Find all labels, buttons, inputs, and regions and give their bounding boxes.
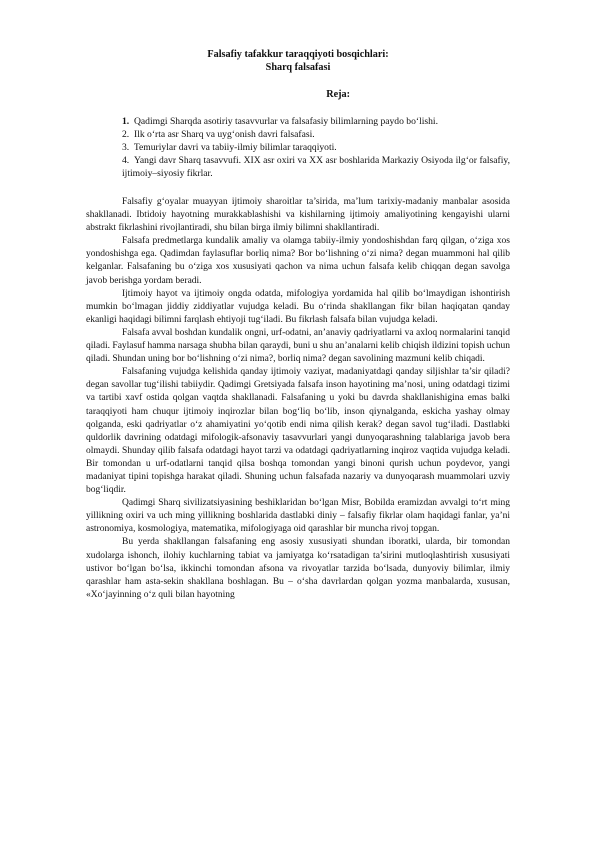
body-paragraph: Ijtimoiy hayot va ijtimoiy ongda odatda, mifologiya yordamida hal qilib bo‘lmaydigan ishontirish mumkin bo‘lmagan jiddiy ziddiyatlar vujudga keladi. Bu o‘rinda shakllangan fikr bilan haqiqatan qanday ekanligi haqidagi bilimni farqlash ehtiyoji tug‘iladi. Bu fikrlash falsafa bilan vujudga keladi. bbox=[86, 288, 510, 325]
plan-item-text: Yangi davr Sharq tasavvufi. XIX asr oxiri va XX asr boshlarida Markaziy Osiyoda ilg‘or falsafiy, ijtimoiy–siyosiy fikrlar. bbox=[122, 155, 510, 179]
body-paragraph: Falsafa avval boshdan kundalik ongni, urf-odatni, an’anaviy qadriyatlarni va axloq normalarini tanqid qiladi. Faylasuf hamma narsaga shubha bilan qaraydi, buni u shu an’analarni kelib chiqish ildizini topish uchun qiladi. Shundan uning bor bo‘lishning o‘zi nima?, borliq nima? degan savolining mazmuni kelib chiqadi. bbox=[86, 327, 510, 365]
plan-item-number: 4. bbox=[122, 155, 130, 166]
plan-item-text: Qadimgi Sharqda asotiriy tasavvurlar va falsafasiy bilimlarning paydo bo‘lishi. bbox=[134, 116, 438, 127]
plan-item bbox=[122, 154, 510, 180]
plan-item bbox=[122, 115, 510, 128]
body-paragraph: Falsafaning vujudga kelishida qanday ijtimoiy vaziyat, madaniyatdagi qanday siljishlar ta’sir qiladi? degan savollar tug‘ilishi tabiiydir. Qadimgi Gretsiyada falsafa inson hayotining ma’nosi, uning odatdagi tizimi va tartibi xavf ostida qolgan vaqtda shakllanadi. Falsafaning u yoki bu davrda shakllanishigina emas balki taraqqiyoti ham chuqur ijtimoiy inqirozlar bilan bog‘liq bo‘lib, inson qiynalganda, eskicha yashay olmay qolganda, eski qadriyatlar o‘z ahamiyatini yo‘qotib endi nima qilish kerak? degan savol tug‘iladi. Dastlabki quldorlik davrining odatdagi mifologik-afsonaviy tasavvurlari yangi dunyoqarashning talablariga javob bera olmaydi. Shunday qilib falsafa odatdagi hayot tarzi va odatdagi qadriyatlarning inqiroz vaqtida vujudga keladi. Bir tomondan u urf-odatlarni tanqid qilsa boshqa tomondan yangi binoni qurish uchun poydevor, yangi madaniyat tipini topishga harakat qiladi. Shuning uchun falsafada nazariy va dunyoqarash muammolari uzviy bog‘liqdir. bbox=[86, 367, 510, 496]
plan-list bbox=[122, 115, 510, 180]
plan-item-number: 3. bbox=[122, 142, 130, 153]
plan-item bbox=[122, 141, 510, 154]
plan-item bbox=[122, 128, 510, 141]
plan-item-number: 2. bbox=[122, 129, 130, 140]
document-subtitle: Sharq falsafasi bbox=[265, 62, 331, 73]
body-paragraph: Falsafiy g‘oyalar muayyan ijtimoiy sharoitlar ta’sirida, ma’lum tarixiy-madaniy manbalar asosida shakllanadi. Ibtidoiy hayotning murakkablashishi va kishilarning ijtimoiy amaliyotining kengayishi ularni abstrakt fikrlashini rivojlantiradi, shu bilan birga ilmiy bilimni shakllantiradi. bbox=[86, 197, 510, 234]
body-paragraph: Falsafa predmetlarga kundalik amaliy va olamga tabiiy-ilmiy yondoshishdan farq qilgan, o‘ziga xos yondoshishga ega. Qadimdan faylasuflar borliq nima? Bor bo‘lishning o‘zi nima? degan muammoni hal qilib kelganlar. Falsafaning bu o‘ziga xos xususiyati qachon va nima uchun falsafa kelib chiqqan degan savolga javob berishga yordam beradi. bbox=[86, 236, 510, 286]
plan-item-number: 1. bbox=[122, 116, 130, 127]
document-title: Falsafiy tafakkur taraqqiyoti bosqichlari: bbox=[207, 49, 389, 60]
plan-heading: Reja: bbox=[326, 89, 350, 100]
body-paragraph: Bu yerda shakllangan falsafaning eng asosiy xususiyati shundan iboratki, ularda, bir tomondan xudolarga ishonch, ilohiy kuchlarning tabiat va jamiyatga ko‘rsatadigan ta’sirini mutloqlashtirish xususiyati ustivor bo‘lgan bo‘lsa, ikkinchi tomondan afsona va rivoyatlar tarzida bo‘lsada, dunyoviy bilimlar, ilmiy qarashlar ham asta-sekin shakllana boshlagan. Bu – o‘sha davrlardan qolgan yozma manbalarda, xususan, «Xo‘jayinning o‘z quli bilan hayotning bbox=[86, 537, 510, 600]
plan-item-text: Temuriylar davri va tabiiy-ilmiy bilimlar taraqqiyoti. bbox=[133, 142, 337, 153]
plan-item-text: Ilk o‘rta asr Sharq va uyg‘onish davri falsafasi. bbox=[134, 129, 315, 140]
body-paragraph: Qadimgi Sharq sivilizatsiyasining beshiklaridan bo‘lgan Misr, Bobilda eramizdan avvalgi to‘rt ming yillikning oxiri va uch ming yillikning boshlarida dastlabki diniy – falsafiy fikrlar olam haqidagi fanlar, ya’ni astronomiya, kosmologiya, matematika, mifologiyaga oid qarashlar bir muncha rivoj topgan. bbox=[86, 498, 510, 535]
document-page bbox=[86, 48, 510, 602]
